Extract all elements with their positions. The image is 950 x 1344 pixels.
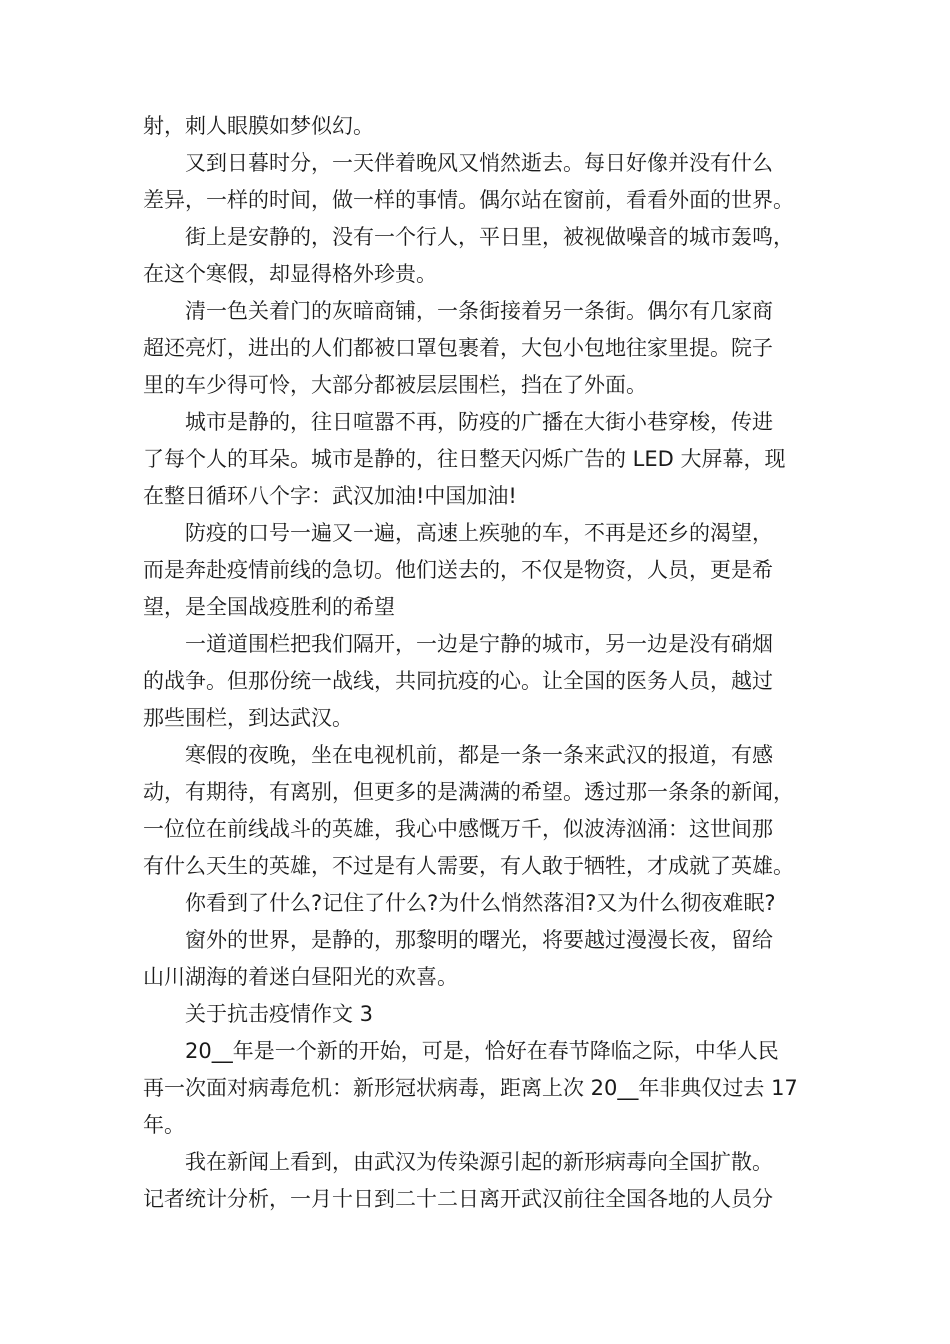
paragraph-start-line: 又到日暮时分，一天伴着晚风又悄然逝去。每日好像并没有什么 — [185, 151, 773, 175]
text-line: 动，有期待，有离别，但更多的是满满的希望。透过那一条条的新闻， — [143, 780, 794, 804]
text-line: 有什么天生的英雄，不过是有人需要，有人敢于牺牲，才成就了英雄。 — [143, 854, 794, 878]
text-line: 了每个人的耳朵。城市是静的，往日整天闪烁广告的 LED 大屏幕，现 — [143, 447, 786, 471]
paragraph-start-line: 街上是安静的，没有一个行人，平日里，被视做噪音的城市轰鸣， — [185, 225, 794, 249]
text-line: 在这个寒假，却显得格外珍贵。 — [143, 262, 437, 286]
text-line: 记者统计分析，一月十日到二十二日离开武汉前往全国各地的人员分 — [143, 1187, 773, 1211]
paragraph-start-line: 城市是静的，往日喧嚣不再，防疫的广播在大街小巷穿梭，传进 — [185, 410, 773, 434]
text-line: 那些围栏，到达武汉。 — [143, 706, 353, 730]
text-line: 射，刺人眼膜如梦似幻。 — [143, 114, 374, 138]
text-line: 的战争。但那份统一战线，共同抗疫的心。让全国的医务人员，越过 — [143, 669, 773, 693]
text-line: 再一次面对病毒危机：新形冠状病毒，距离上次 20__年非典仅过去 17 — [143, 1076, 798, 1100]
article-body — [143, 108, 813, 1218]
text-line: 山川湖海的着迷白昼阳光的欢喜。 — [143, 965, 458, 989]
paragraph-start-line: 窗外的世界，是静的，那黎明的曙光，将要越过漫漫长夜，留给 — [185, 928, 773, 952]
section-heading: 关于抗击疫情作文 3 — [185, 1002, 374, 1026]
paragraph-start-line: 清一色关着门的灰暗商铺，一条街接着另一条街。偶尔有几家商 — [185, 299, 773, 323]
paragraph-start-line: 防疫的口号一遍又一遍，高速上疾驰的车，不再是还乡的渴望， — [185, 521, 773, 545]
text-line: 年。 — [143, 1113, 185, 1137]
paragraph-start-line: 我在新闻上看到，由武汉为传染源引起的新形病毒向全国扩散。 — [185, 1150, 773, 1174]
text-line: 超还亮灯，进出的人们都被口罩包裹着，大包小包地往家里提。院子 — [143, 336, 773, 360]
paragraph-start-line: 20__年是一个新的开始，可是，恰好在春节降临之际，中华人民 — [185, 1039, 779, 1063]
text-line: 在整日循环八个字：武汉加油!中国加油! — [143, 484, 517, 508]
paragraph-start-line: 一道道围栏把我们隔开，一边是宁静的城市，另一边是没有硝烟 — [185, 632, 773, 656]
text-line: 一位位在前线战斗的英雄，我心中感慨万千，似波涛汹涌：这世间那 — [143, 817, 773, 841]
paragraph-start-line: 寒假的夜晚，坐在电视机前，都是一条一条来武汉的报道，有感 — [185, 743, 773, 767]
text-line: 望，是全国战疫胜利的希望 — [143, 595, 395, 619]
text-line: 而是奔赴疫情前线的急切。他们送去的，不仅是物资，人员，更是希 — [143, 558, 773, 582]
text-line: 里的车少得可怜，大部分都被层层围栏，挡在了外面。 — [143, 373, 647, 397]
paragraph-start-line: 你看到了什么?记住了什么?为什么悄然落泪?又为什么彻夜难眠? — [185, 891, 776, 915]
text-line: 差异，一样的时间，做一样的事情。偶尔站在窗前，看看外面的世界。 — [143, 188, 794, 212]
